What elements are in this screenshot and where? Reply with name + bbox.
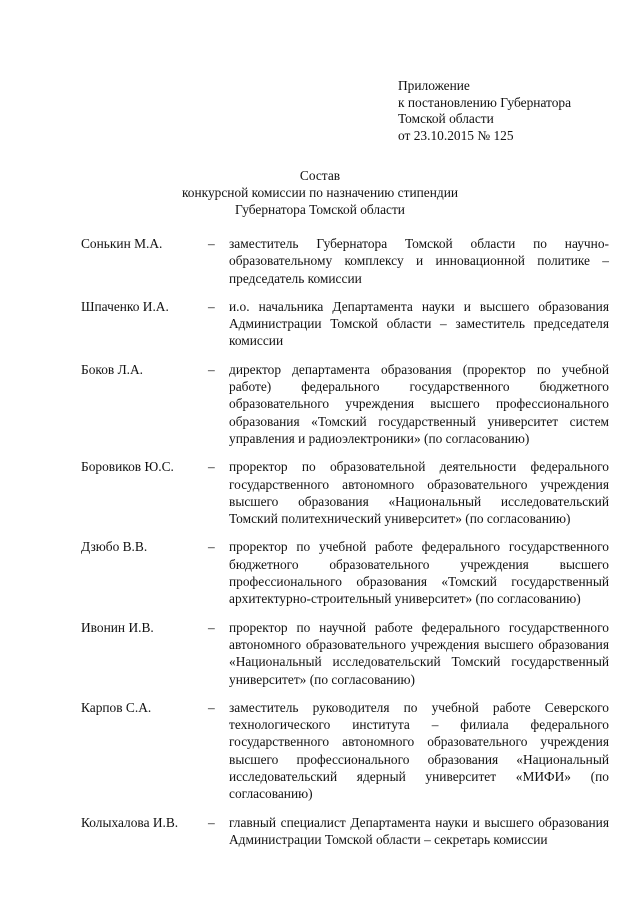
member-dash: –	[208, 539, 215, 555]
member-name: Шпаченко И.А.	[81, 298, 169, 314]
annex-block	[398, 78, 598, 144]
member-row	[81, 235, 609, 287]
member-name: Боков Л.А.	[81, 361, 144, 377]
member-name: Боровиков Ю.С.	[81, 459, 174, 475]
member-dash: –	[208, 361, 215, 377]
member-row	[81, 699, 609, 803]
member-dash: –	[208, 814, 215, 830]
heading-line-3: Губернатора Томской области	[235, 201, 405, 217]
member-row	[81, 361, 609, 447]
annex-line-4: от 23.10.2015 № 125	[398, 127, 514, 143]
member-description: заместитель руководителя по учебной работе Северского технологического института – филиала федерального государственного автономного образовательного учреждения высшего профессионального образования «Национальный исследовательский ядерный университет «МИФИ» (по согласованию)	[229, 699, 609, 802]
member-dash: –	[208, 619, 215, 635]
heading-line-1: Состав	[299, 168, 341, 183]
member-description: главный специалист Департамента науки и высшего образования Администрации Томской области – секретарь комиссии	[229, 814, 609, 847]
document-heading	[80, 168, 560, 218]
member-description: проректор по научной работе федерального государственного автономного образовательного учреждения высшего образования «Национальный исследовательский Томский государственный университет» (по согласованию)	[229, 619, 609, 687]
member-description: проректор по образовательной деятельности федерального государственного автономного образовательного учреждения высшего образования «Национальный исследовательский Томский политехнический университет» (по согласованию)	[229, 459, 609, 527]
member-description: и.о. начальника Департамента науки и высшего образования Администрации Томской области – заместитель председателя комиссии	[229, 298, 609, 349]
member-description: директор департамента образования (проректор по учебной работе) федерального государственного бюджетного образовательного учреждения высшего профессионального образования «Томский государственный университет систем управления и радиоэлектроники» (по согласованию)	[229, 361, 609, 446]
member-dash: –	[208, 459, 215, 475]
member-row	[81, 298, 609, 350]
heading-line-2: конкурсной комиссии по назначению стипендии	[181, 184, 459, 200]
member-name: Дзюбо В.В.	[81, 539, 148, 555]
member-row	[81, 458, 609, 527]
member-dash: –	[208, 298, 215, 314]
member-name: Ивонин И.В.	[81, 619, 154, 635]
annex-line-3: Томской области	[398, 111, 494, 126]
member-dash: –	[208, 699, 215, 715]
member-description: заместитель Губернатора Томской области по научно-образовательному комплексу и инновационной политике – председатель комиссии	[229, 236, 609, 286]
member-dash: –	[208, 236, 215, 251]
member-name: Колыхалова И.В.	[81, 814, 179, 830]
member-description: проректор по учебной работе федерального государственного бюджетного образовательного учреждения высшего профессионального образования «Томский государственный архитектурно-строительный университет» (по согласованию)	[229, 539, 609, 607]
annex-line-1: Приложение	[398, 78, 470, 93]
annex-line-2: к постановлению Губернатора	[398, 94, 572, 110]
member-row	[81, 538, 609, 607]
commission-members-list	[81, 235, 609, 859]
member-name: Сонькин М.А.	[81, 236, 163, 251]
member-row	[81, 619, 609, 688]
member-name: Карпов С.А.	[81, 699, 152, 715]
member-row	[81, 814, 609, 849]
